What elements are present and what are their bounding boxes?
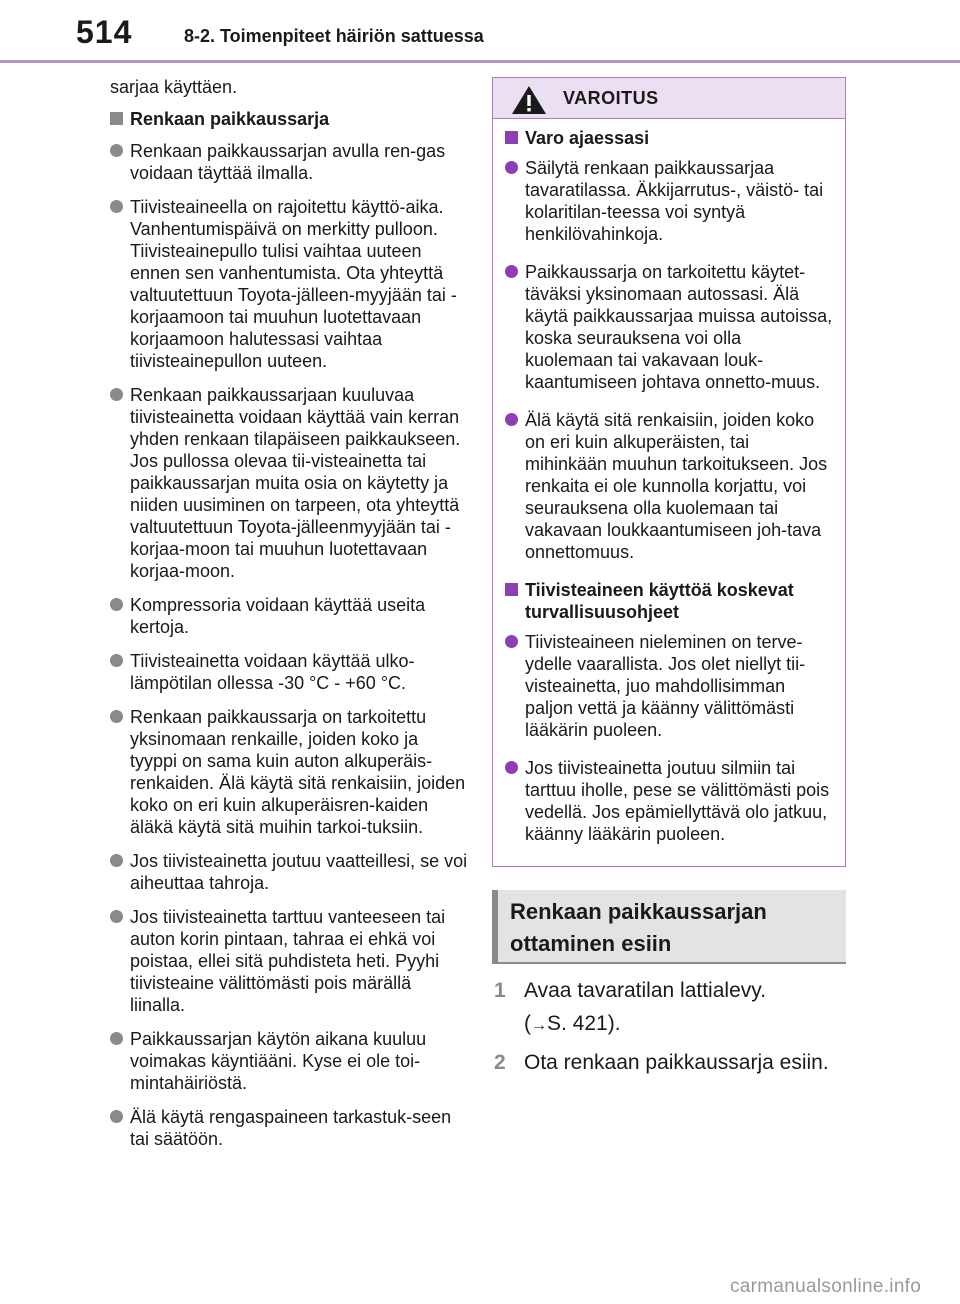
- warning-title: VAROITUS: [563, 88, 659, 108]
- continued-text: sarjaa käyttäen.: [110, 77, 238, 97]
- step-item: [494, 1046, 844, 1079]
- list-item: Tiivisteaineella on rajoitettu käyttö-aika. Vanhentumispäivä on merkitty pulloon. Tiivisteainepullo tulisi vaihtaa uuteen ennen sen vanhentumista. Ota yhteyttä valtuutettuun Toyota-jälleen-myyjään tai -korjaamoon tai muuhun luotettavaan korjaamoon halutessasi vaihtaa tiivisteainepullon uuteen.: [110, 196, 470, 372]
- driving-caution-list: [505, 157, 833, 563]
- step-text: Ota renkaan paikkaussarja esiin.: [524, 1051, 829, 1074]
- heading-repair-kit: Renkaan paikkaussarja: [110, 108, 470, 130]
- page-header: [0, 0, 960, 62]
- list-item: Älä käytä sitä renkaisiin, joiden koko on eri kuin alkuperäisten, tai mihinkään muuhun tarkoitukseen. Jos renkaita ei ole kunnolla korjattu, voi seurauksena olla kuolemaan tai vakavaan loukkaantumiseen joh-tava onnettomuus.: [505, 409, 833, 563]
- steps-list: [494, 974, 844, 1083]
- list-item: Jos tiivisteainetta joutuu silmiin tai tarttuu iholle, pese se välittömästi pois vedellä. Jos epämiellyttävä olo jatkuu, käänny lääkärin puoleen.: [505, 757, 833, 845]
- header-divider: [0, 60, 960, 63]
- arrow-right-icon: →: [531, 1017, 547, 1034]
- warning-body: [493, 119, 845, 845]
- list-item: Säilytä renkaan paikkaussarjaa tavaratilassa. Äkkijarrutus-, väistö- tai kolaritilan-teessa voi syntyä henkilövahinkoja.: [505, 157, 833, 245]
- list-item: Kompressoria voidaan käyttää useita kertoja.: [110, 594, 470, 638]
- list-item: Tiivisteaineen nieleminen on terve-ydelle vaarallista. Jos olet niellyt tii-visteainetta, juo mahdollisimman paljon vettä ja käänny välittömästi lääkärin puoleen.: [505, 631, 833, 741]
- step-text: Avaa tavaratilan lattialevy.: [524, 979, 767, 1002]
- list-item: Tiivisteainetta voidaan käyttää ulko-lämpötilan ollessa -30 °C - +60 °C.: [110, 650, 470, 694]
- page-number: 514: [76, 14, 133, 50]
- repair-kit-list: [110, 140, 470, 1150]
- heading-sealant-safety: Tiivisteaineen käyttöä koskevat turvallisuusohjeet: [505, 579, 833, 623]
- warning-header: [493, 78, 845, 119]
- step-number: 1: [494, 979, 506, 1002]
- step-item: 1 Avaa tavaratilan lattialevy. (→S. 421).: [494, 974, 844, 1042]
- watermark: carmanualsonline.info: [730, 1276, 922, 1297]
- list-item: Renkaan paikkaussarja on tarkoitettu yksinomaan renkaille, joiden koko ja tyyppi on sama kuin auton alkuperäis-renkaiden. Älä käytä sitä renkaisiin, joiden koko on eri kuin alkuperäisren-kaiden äläkä käytä sitä muihin tarkoi-tuksiin.: [110, 706, 470, 838]
- list-item: Renkaan paikkaussarjaan kuuluvaa tiivisteainetta voidaan käyttää vain kerran yhden renkaan tilapäiseen paikkaukseen. Jos pullossa olevaa tii-visteainetta tai paikkaussarjan muita osia on käytetty ja niiden uusiminen on tarpeen, ota yhteyttä valtuutettuun Toyota-jälleenmyyjään tai -korjaa-moon tai muuhun luotettavaan korjaa-moon.: [110, 384, 470, 582]
- warning-box: [492, 77, 846, 867]
- heading-driving-caution: Varo ajaessasi: [505, 127, 833, 149]
- step-number: 2: [494, 1051, 506, 1074]
- subsection-title: Renkaan paikkaussarjan ottaminen esiin: [510, 899, 767, 956]
- list-item: Paikkaussarja on tarkoitettu käytet-täväksi yksinomaan autossasi. Älä käytä paikkaussarjaa muissa autoissa, koska seurauksena voi olla kuolemaan tai vakavaan louk-kaantumiseen johtava onnetto-muus.: [505, 261, 833, 393]
- list-item: Jos tiivisteainetta tarttuu vanteeseen tai auton korin pintaan, tahraa ei ehkä voi poistaa, ellei sitä puhdisteta heti. Pyyhi tiivisteaine välittömästi pois märällä liinalla.: [110, 906, 470, 1016]
- sealant-safety-list: [505, 631, 833, 845]
- list-item: Älä käytä rengaspaineen tarkastuk-seen tai säätöön.: [110, 1106, 470, 1150]
- list-item: Paikkaussarjan käytön aikana kuuluu voimakas käyntiääni. Kyse ei ole toi-mintahäiriöstä.: [110, 1028, 470, 1094]
- subsection-heading: [492, 890, 846, 964]
- warning-triangle-icon: [511, 84, 547, 116]
- section-title: 8-2. Toimenpiteet häiriön sattuessa: [184, 26, 484, 46]
- left-column: [110, 76, 470, 1162]
- page-reference-link[interactable]: S. 421).: [547, 1012, 621, 1035]
- list-item: Jos tiivisteainetta joutuu vaatteillesi, se voi aiheuttaa tahroja.: [110, 850, 470, 894]
- list-item: Renkaan paikkaussarjan avulla ren-gas voidaan täyttää ilmalla.: [110, 140, 470, 184]
